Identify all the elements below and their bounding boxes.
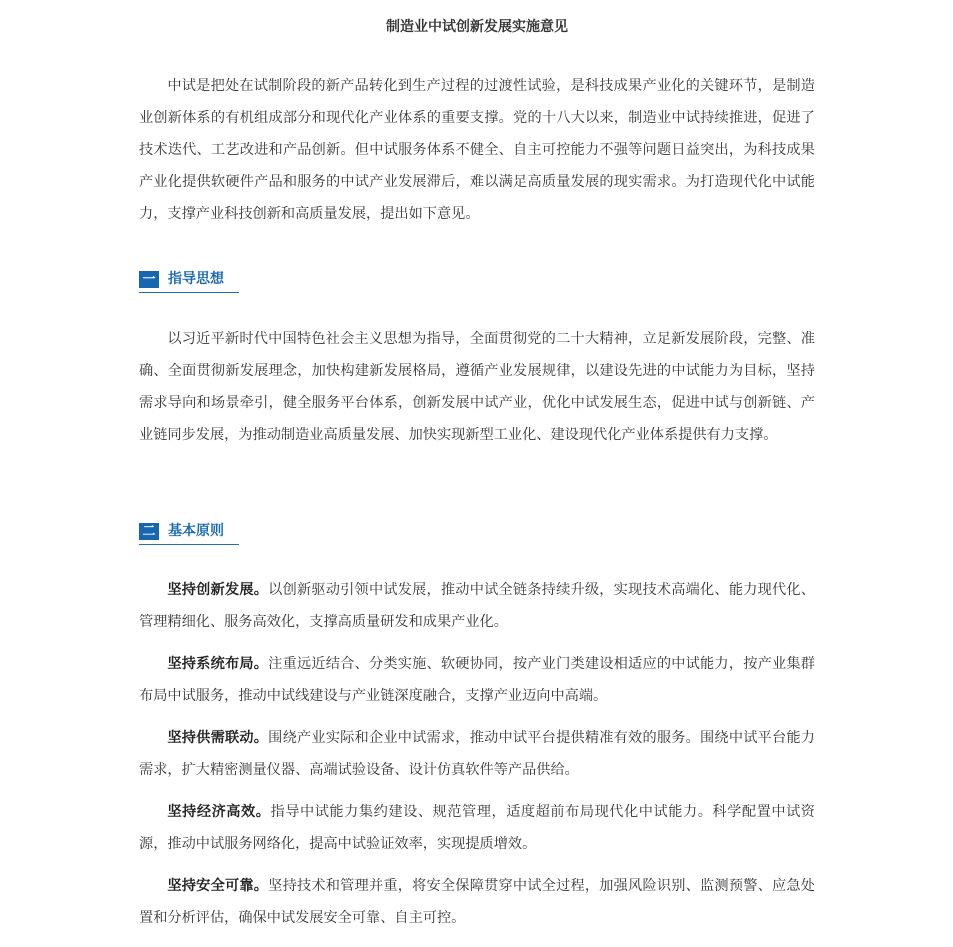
principle-paragraph: [139, 870, 815, 934]
document-title: 制造业中试创新发展实施意见: [386, 19, 568, 35]
principle-paragraph: [139, 722, 815, 786]
principle-paragraph: [139, 796, 815, 860]
intro-paragraph: 中试是把处在试制阶段的新产品转化到生产过程的过渡性试验，是科技成果产业化的关键环节，是制造业创新体系的有机组成部分和现代化产业体系的重要支撑。党的十八大以来，制造业中试持续推进，促进了技术迭代、工艺改进和产品创新。但中试服务体系不健全、自主可控能力不强等问题日益突出，为科技成果产业化提供软硬件产品和服务的中试产业发展滞后，难以满足高质量发展的现实需求。为打造现代化中试能力，支撑产业科技创新和高质量发展，提出如下意见。: [139, 78, 815, 222]
principle-text: 以创新驱动引领中试发展，推动中试全链条持续升级，实现技术高端化、能力现代化、管理精细化、服务高效化，支撑高质量研发和成果产业化。: [139, 582, 815, 630]
principle-lead: 坚持经济高效。: [167, 804, 271, 820]
section-heading-guiding-ideology: [139, 269, 239, 293]
principle-paragraph: [139, 574, 815, 638]
principle-text: 围绕产业实际和企业中试需求，推动中试平台提供精准有效的服务。围绕中试平台能力需求，扩大精密测量仪器、高端试验设备、设计仿真软件等产品供给。: [139, 730, 815, 778]
guiding-ideology-paragraph: 以习近平新时代中国特色社会主义思想为指导，全面贯彻党的二十大精神，立足新发展阶段，完整、准确、全面贯彻新发展理念，加快构建新发展格局，遵循产业发展规律，以建设先进的中试能力为目标，坚持需求导向和场景牵引，健全服务平台体系，创新发展中试产业，优化中试发展生态，促进中试与创新链、产业链同步发展，为推动制造业高质量发展、加快实现新型工业化、建设现代化产业体系提供有力支撑。: [139, 331, 815, 443]
principle-text: 坚持技术和管理并重，将安全保障贯穿中试全过程，加强风险识别、监测预警、应急处置和分析评估，确保中试发展安全可靠、自主可控。: [139, 878, 815, 926]
principle-lead: 坚持创新发展。: [167, 582, 269, 598]
principle-text: 指导中试能力集约建设、规范管理，适度超前布局现代化中试能力。科学配置中试资源，推动中试服务网络化，提高中试验证效率，实现提质增效。: [139, 804, 815, 852]
section-heading-label: 基本原则: [168, 523, 224, 539]
principle-text: 注重远近结合、分类实施、软硬协同，按产业门类建设相适应的中试能力，按产业集群布局中试服务，推动中试线建设与产业链深度融合，支撑产业迈向中高端。: [139, 656, 815, 704]
section-number-badge: 一: [139, 271, 159, 288]
section-heading-label: 指导思想: [168, 271, 224, 287]
principle-lead: 坚持系统布局。: [167, 656, 269, 672]
principle-lead: 坚持安全可靠。: [167, 878, 269, 894]
section-heading-basic-principles: [139, 521, 239, 545]
principle-lead: 坚持供需联动。: [167, 730, 269, 746]
principle-paragraph: [139, 648, 815, 712]
section-number-badge: 二: [139, 523, 159, 540]
